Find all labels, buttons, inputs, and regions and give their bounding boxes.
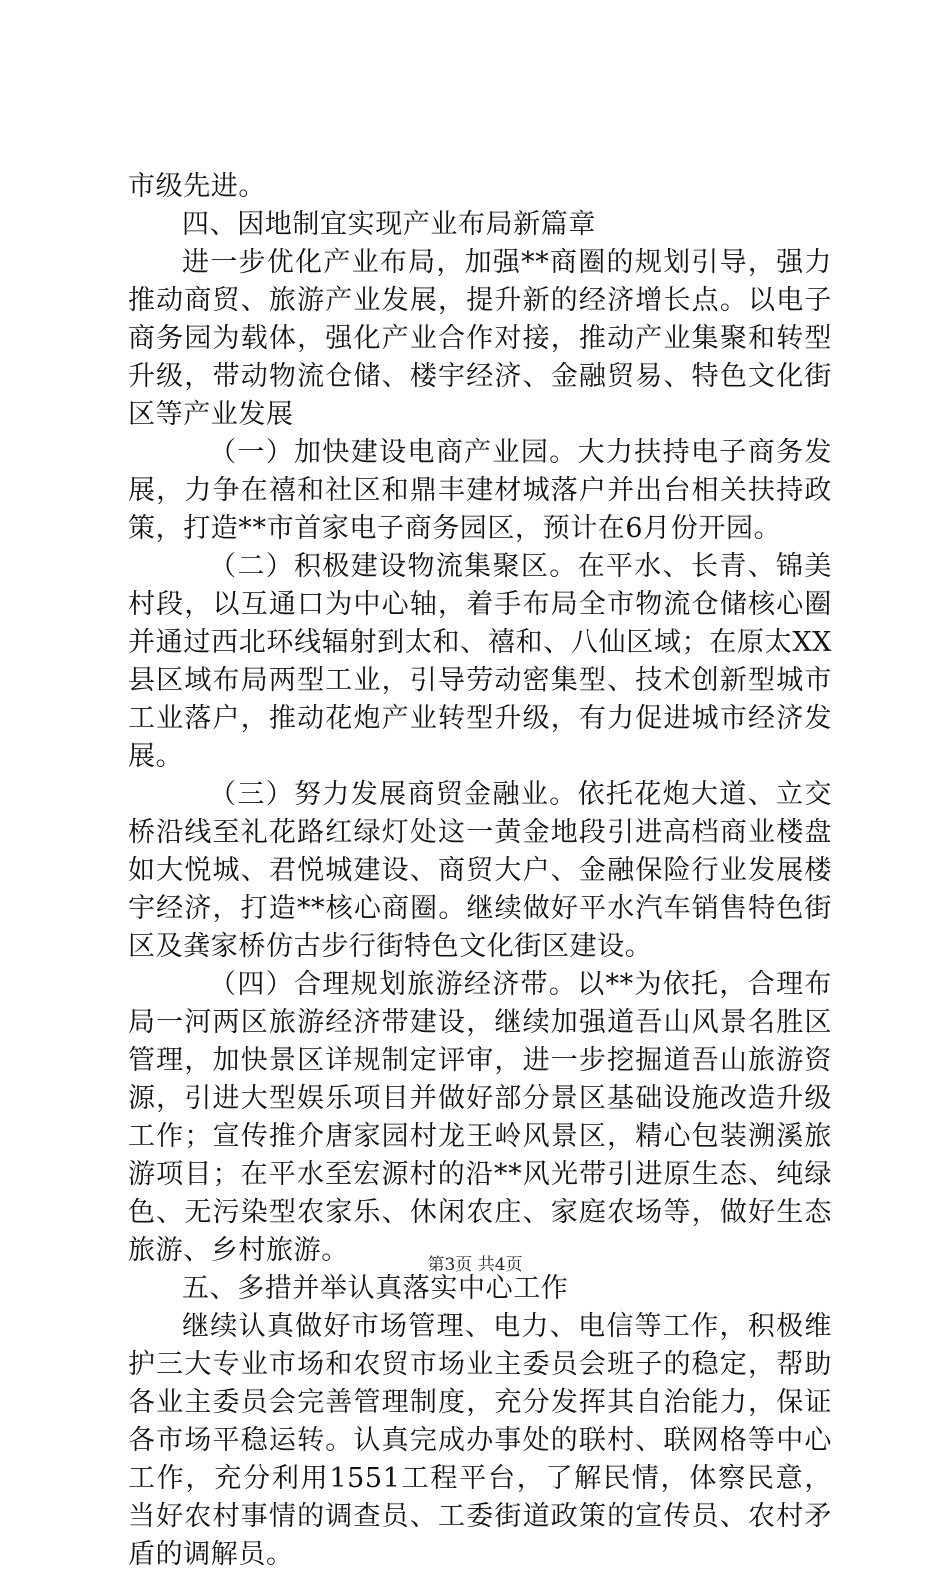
- paragraph-commerce-finance: （三）努力发展商贸金融业。依托花炮大道、立交桥沿线至礼花路红绿灯处这一黄金地段引进高档商业楼盘如大悦城、君悦城建设、商贸大户、金融保险行业发展楼宇经济，打造**核心商圈。继续做好平水汽车销售特色街区及龚家桥仿古步行街特色文化街区建设。: [128, 779, 832, 962]
- page-number-footer: 第3页 共4页: [427, 1255, 523, 1275]
- paragraph-ecommerce-park: （一）加快建设电商产业园。大力扶持电子商务发展，力争在禧和社区和鼎丰建材城落户并出台相关扶持政策，打造**市首家电子商务园区，预计在6月份开园。: [128, 437, 832, 544]
- paragraph-logistics-zone: （二）积极建设物流集聚区。在平水、长青、锦美村段，以互通口为中心轴，着手布局全市物流仓储核心圈并通过西北环线辐射到太和、禧和、八仙区域；在原太XX县区域布局两型工业，引导劳动密集型、技术创新型城市工业落户，推动花炮产业转型升级，有力促进城市经济发展。: [128, 551, 832, 772]
- section-heading-four: 四、因地制宜实现产业布局新篇章: [182, 209, 596, 240]
- paragraph-central-work: 继续认真做好市场管理、电力、电信等工作，积极维护三大专业市场和农贸市场业主委员会班子的稳定，帮助各业主委员会完善管理制度，充分发挥其自治能力，保证各市场平稳运转。认真完成办事处的联村、联网格等中心工作，充分利用1551工程平台，了解民情，体察民意，当好农村事情的调查员、工委街道政策的宣传员、农村矛盾的调解员。: [128, 1311, 832, 1570]
- document-body: [128, 168, 832, 1574]
- paragraph-industry-layout: 进一步优化产业布局，加强**商圈的规划引导，强力推动商贸、旅游产业发展，提升新的经济增长点。以电子商务园为载体，强化产业合作对接，推动产业集聚和转型升级，带动物流仓储、楼宇经济、金融贸易、特色文化街区等产业发展: [128, 247, 832, 430]
- section-heading-five: 五、多措并举认真落实中心工作: [182, 1273, 569, 1304]
- paragraph-continuation: 市级先进。: [128, 171, 266, 202]
- paragraph-tourism-belt: （四）合理规划旅游经济带。以**为依托，合理布局一河两区旅游经济带建设，继续加强道吾山风景名胜区管理，加快景区详规制定评审，进一步挖掘道吾山旅游资源，引进大型娱乐项目并做好部分景区基础设施改造升级工作；宣传推介唐家园村龙王岭风景区，精心包装溯溪旅游项目；在平水至宏源村的沿**风光带引进原生态、纯绿色、无污染型农家乐、休闲农庄、家庭农场等，做好生态旅游、乡村旅游。: [128, 969, 832, 1266]
